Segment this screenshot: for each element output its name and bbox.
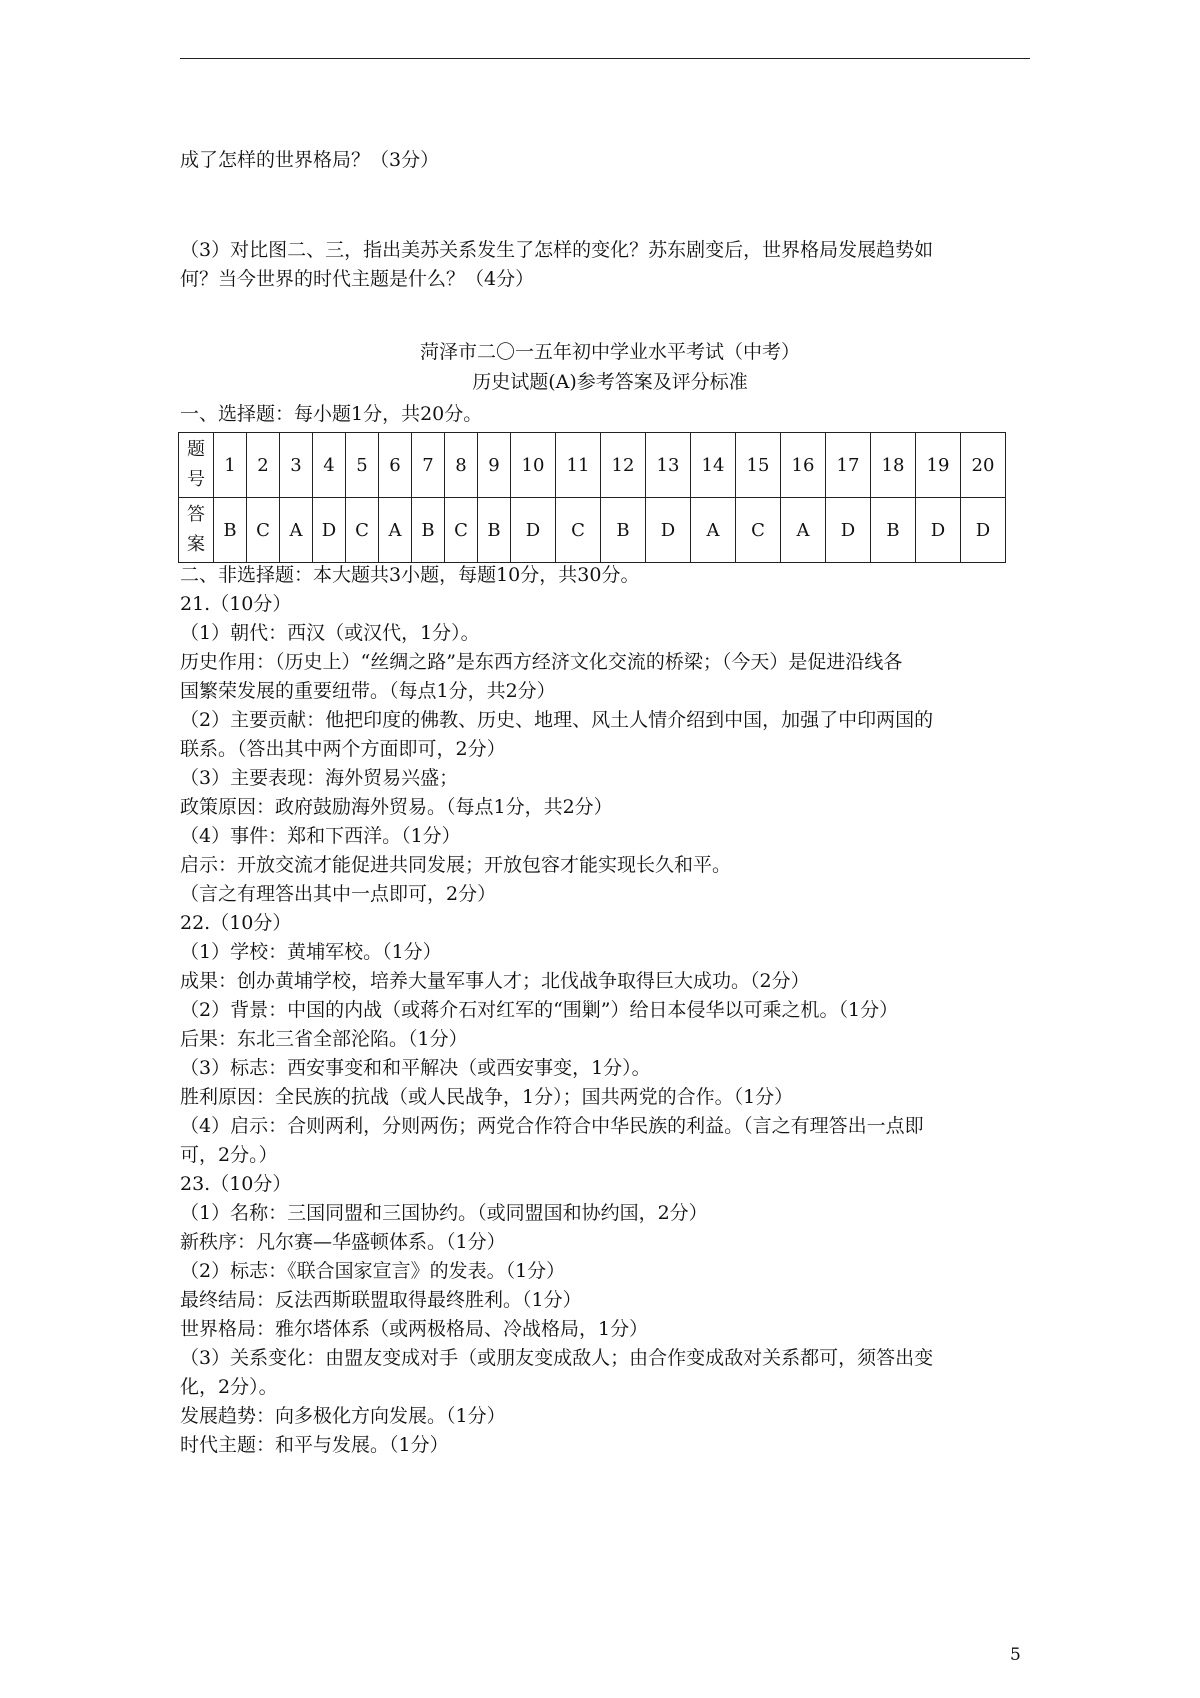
answer-line: 政策原因：政府鼓励海外贸易。（每点1分，共2分） [180, 796, 613, 818]
answer-cell: C [445, 498, 478, 563]
answer-line: （4）启示：合则两利，分则两伤；两党合作符合中华民族的利益。（言之有理答出一点即 [180, 1115, 924, 1137]
answer-table [178, 432, 1006, 563]
answer-line: （1）学校：黄埔军校。（1分） [180, 941, 442, 963]
answer-cell: D [826, 498, 871, 563]
answer-cell: C [736, 498, 781, 563]
question-number-cell: 19 [916, 433, 961, 498]
question-3-line-1: （3）对比图二、三，指出美苏关系发生了怎样的变化？苏东剧变后，世界格局发展趋势如 [180, 239, 934, 261]
question-number-cell: 18 [871, 433, 916, 498]
answer-line: （1）朝代：西汉（或汉代，1分）。 [180, 622, 480, 644]
answer-line: 23.（10分） [180, 1173, 292, 1195]
header-rule [180, 58, 1030, 59]
question-number-cell: 1 [214, 433, 247, 498]
answer-line: 化，2分）。 [180, 1376, 278, 1398]
answer-line: 时代主题：和平与发展。（1分） [180, 1434, 449, 1456]
question-number-cell: 16 [781, 433, 826, 498]
answer-cell: D [511, 498, 556, 563]
row-label-answer: 答案 [179, 498, 214, 563]
question-number-cell: 2 [247, 433, 280, 498]
question-number-cell: 3 [280, 433, 313, 498]
question-number-cell: 15 [736, 433, 781, 498]
answer-cell: B [601, 498, 646, 563]
answer-cell: D [646, 498, 691, 563]
answer-line: 21.（10分） [180, 593, 292, 615]
answer-line: （3）标志：西安事变和和平解决（或西安事变，1分）。 [180, 1057, 651, 1079]
question-number-cell: 17 [826, 433, 871, 498]
answer-line: 启示：开放交流才能促进共同发展；开放包容才能实现长久和平。 [180, 854, 732, 876]
table-row-numbers [179, 433, 1006, 498]
answer-line: 最终结局：反法西斯联盟取得最终胜利。（1分） [180, 1289, 582, 1311]
answer-line: 国繁荣发展的重要纽带。（每点1分，共2分） [180, 680, 556, 702]
answer-cell: D [961, 498, 1006, 563]
row-label-number: 题号 [179, 433, 214, 498]
answer-line: （1）名称：三国同盟和三国协约。（或同盟国和协约国，2分） [180, 1202, 708, 1224]
question-number-cell: 4 [313, 433, 346, 498]
answer-line: 后果：东北三省全部沦陷。（1分） [180, 1028, 468, 1050]
answer-cell: D [916, 498, 961, 563]
answer-line: 联系。（答出其中两个方面即可，2分） [180, 738, 506, 760]
answer-line: 胜利原因：全民族的抗战（或人民战争，1分）；国共两党的合作。（1分） [180, 1086, 794, 1108]
question-number-cell: 10 [511, 433, 556, 498]
question-number-cell: 8 [445, 433, 478, 498]
answer-line: （3）关系变化：由盟友变成对手（或朋友变成敌人；由合作变成敌对关系都可，须答出变 [180, 1347, 934, 1369]
question-number-cell: 9 [478, 433, 511, 498]
question-number-cell: 6 [379, 433, 412, 498]
answer-cell: C [346, 498, 379, 563]
question-number-cell: 5 [346, 433, 379, 498]
answer-line: （2）标志：《联合国家宣言》的发表。（1分） [180, 1260, 566, 1282]
question-number-cell: 14 [691, 433, 736, 498]
answer-key-title: 菏泽市二〇一五年初中学业水平考试（中考） [419, 341, 800, 363]
question-number-cell: 20 [961, 433, 1006, 498]
answer-line: （3）主要表现：海外贸易兴盛； [180, 767, 459, 789]
answer-key-subtitle: 历史试题(A)参考答案及评分标准 [472, 371, 748, 393]
answer-line: 世界格局：雅尔塔体系（或两极格局、冷战格局，1分） [180, 1318, 649, 1340]
answer-line: 成果：创办黄埔学校，培养大量军事人才；北伐战争取得巨大成功。（2分） [180, 970, 810, 992]
answer-line: （2）背景：中国的内战（或蒋介石对红军的“围剿”）给日本侵华以可乘之机。（1分） [180, 999, 899, 1021]
answer-line: 新秩序：凡尔赛—华盛顿体系。（1分） [180, 1231, 506, 1253]
section-2-heading: 二、非选择题：本大题共3小题，每题10分，共30分。 [180, 564, 640, 586]
question-number-cell: 13 [646, 433, 691, 498]
question-number-cell: 11 [556, 433, 601, 498]
answer-line: （2）主要贡献：他把印度的佛教、历史、地理、风土人情介绍到中国，加强了中印两国的 [180, 709, 934, 731]
section-1-heading: 一、选择题：每小题1分，共20分。 [180, 403, 483, 425]
answer-cell: B [412, 498, 445, 563]
answer-cell: C [247, 498, 280, 563]
answer-cell: B [478, 498, 511, 563]
question-number-cell: 12 [601, 433, 646, 498]
answer-cell: B [871, 498, 916, 563]
question-number-cell: 7 [412, 433, 445, 498]
answer-cell: A [379, 498, 412, 563]
answer-cell: A [691, 498, 736, 563]
answer-cell: D [313, 498, 346, 563]
answer-cell: A [280, 498, 313, 563]
page-number: 5 [1010, 1645, 1021, 1665]
answer-line: 可，2分。） [180, 1144, 278, 1166]
answer-line: （言之有理答出其中一点即可，2分） [180, 883, 497, 905]
question-3-line-2: 何？当今世界的时代主题是什么？（4分） [180, 268, 535, 290]
answer-line: 发展趋势：向多极化方向发展。（1分） [180, 1405, 506, 1427]
answer-cell: B [214, 498, 247, 563]
answer-cell: C [556, 498, 601, 563]
answer-cell: A [781, 498, 826, 563]
table-row-answers [179, 498, 1006, 563]
answer-line: （4）事件：郑和下西洋。（1分） [180, 825, 461, 847]
question-tail: 成了怎样的世界格局？（3分） [180, 149, 440, 171]
answer-line: 22.（10分） [180, 912, 292, 934]
answer-line: 历史作用：（历史上）“丝绸之路”是东西方经济文化交流的桥梁；（今天）是促进沿线各 [180, 651, 903, 673]
